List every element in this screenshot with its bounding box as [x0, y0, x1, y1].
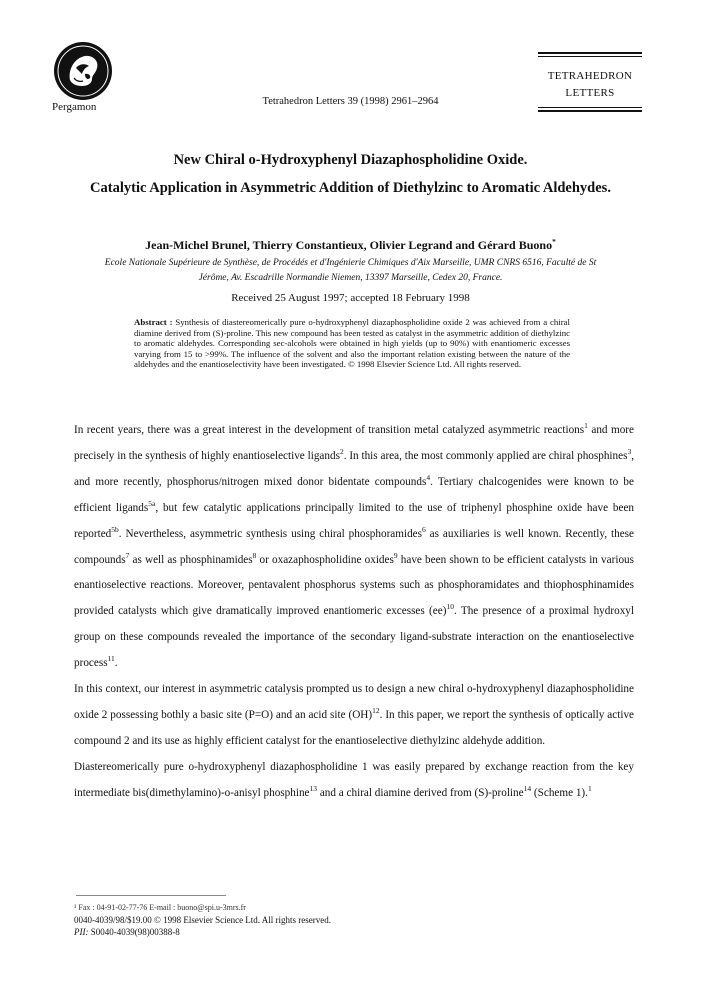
- footnote-pii: [74, 927, 634, 938]
- text-run: . In this area, the most commonly applied are chiral phosphines: [343, 449, 628, 462]
- pii-label: PII:: [74, 927, 89, 937]
- citation: 1: [587, 783, 592, 793]
- text-run: , and more recently, phosphorus/nitrogen mixed donor bidentate compounds: [74, 449, 634, 488]
- footnote-fax: [74, 902, 634, 913]
- citation: 2: [339, 446, 344, 456]
- citation: 1: [584, 421, 588, 430]
- text-run: have been shown to be efficient catalysts in various enantioselective reactions. Moreover, pentavalent phosphorus systems such as phosphoramidates and thiophosphinamides provided catalysts which give dramatically improved enantiomeric excesses (ee): [74, 553, 634, 618]
- journal-brand-block: [538, 52, 642, 112]
- abstract: [134, 317, 570, 370]
- paragraph-3: [74, 755, 634, 807]
- text-run: . Tertiary chalcogenides were known to be efficient ligands: [74, 475, 634, 514]
- citation: 10: [446, 602, 454, 612]
- citation: 5b: [111, 524, 119, 534]
- corresponding-author-mark: *: [552, 237, 556, 246]
- abstract-label: Abstract :: [134, 317, 173, 327]
- pii-value: S0040-4039(98)00388-8: [88, 927, 180, 937]
- affiliation-line-2: Jérôme, Av. Escadrille Normandie Niemen, 13397 Marseille, Cedex 20, France.: [198, 273, 503, 283]
- affiliation-line-1: Ecole Nationale Supérieure de Synthèse, de Procédés et d'Ingénierie Chimiques d'Aix Marseille, UMR CNRS 6516, Faculté de St: [104, 258, 597, 268]
- brand-line-2: LETTERS: [565, 87, 615, 99]
- citation: 13: [309, 783, 318, 793]
- paper-title-line-1: New Chiral o-Hydroxyphenyl Diazaphospholidine Oxide.: [173, 152, 528, 168]
- footnote-fax-text: ¹ Fax : 04-91-02-77-76 E-mail : buono@spi.u-3mrs.fr: [74, 903, 246, 912]
- journal-reference: Tetrahedron Letters 39 (1998) 2961–2964: [262, 96, 439, 107]
- citation: 8: [252, 550, 257, 560]
- text-run: , but few catalytic applications principally limited to the use of triphenyl phosphine oxide have been reported: [74, 501, 634, 540]
- text-run: and more precisely in the synthesis of highly enantioselective ligands: [74, 424, 634, 462]
- abstract-text: Synthesis of diastereomerically pure o-hydroxyphenyl diazaphospholidine oxide 2 was achieved from a chiral diamine derived from (S)-proline. This new compound has been tested as catalyst in the asymmetric addition of diethylzinc to aromatic aldehydes. Corresponding sec-alcohols were obtained in high yields (up to 90%) with enantiomeric excesses varying from 15 to >99%. The influence of the solvent and also the important relation existing between the nature of the aldehydes and the enantioselectivity have been investigated. © 1998 Elsevier Science Ltd. All rights reserved.: [134, 317, 570, 370]
- brand-line-1: TETRAHEDRON: [547, 70, 633, 82]
- paragraph-2: [74, 677, 634, 755]
- text-run: In recent years, there was a great interest in the development of transition metal catalyzed asymmetric reactions: [74, 424, 585, 436]
- paper-title-line-2: Catalytic Application in Asymmetric Addition of Diethylzinc to Aromatic Aldehydes.: [90, 180, 611, 196]
- text-run: .: [114, 657, 118, 670]
- text-run: as well as phosphinamides: [129, 553, 253, 566]
- text-run: (Scheme 1).: [531, 786, 588, 799]
- citation: 9: [393, 550, 398, 560]
- text-run: . In this paper, we report the synthesis of optically active compound 2 and its use as highly efficient catalyst for the enantioselective diethylzinc aldehyde addition.: [74, 708, 634, 747]
- author-names: Jean-Michel Brunel, Thierry Constantieux, Olivier Legrand and Gérard Buono: [145, 238, 553, 252]
- brand-rule-top: [538, 52, 642, 54]
- text-run: . Nevertheless, asymmetric synthesis using chiral phosphoramides: [118, 527, 422, 540]
- text-run: or oxazaphospholidine oxides: [256, 553, 394, 566]
- citation: 5a: [148, 498, 156, 508]
- received-dates: Received 25 August 1997; accepted 18 February 1998: [231, 292, 470, 304]
- citation: 7: [125, 550, 130, 560]
- publisher-name: Pergamon: [52, 101, 97, 113]
- text-run: as auxiliaries is well known. Recently, these compounds: [74, 527, 634, 566]
- citation: 12: [372, 705, 380, 715]
- brand-rule-bottom: [538, 110, 642, 112]
- footnote-divider: [76, 895, 226, 896]
- authors: [0, 238, 701, 253]
- citation: 11: [107, 654, 115, 664]
- citation: 6: [422, 524, 426, 534]
- text-run: Diastereomerically pure o-hydroxyphenyl diazaphospholidine 1 was easily prepared by exchange reaction from the key intermediate bis(dimethylamino)-o-anisyl phosphine: [74, 760, 634, 799]
- text-run: and a chiral diamine derived from (S)-proline: [317, 786, 524, 799]
- footnote-copyright: 0040-4039/98/$19.00 © 1998 Elsevier Science Ltd. All rights reserved.: [74, 915, 332, 925]
- citation: 3: [627, 446, 632, 456]
- paragraph-1: [74, 418, 634, 677]
- pergamon-logo-icon: [52, 40, 114, 102]
- affiliation: [30, 256, 671, 286]
- citation: 14: [523, 783, 532, 793]
- citation: 4: [426, 472, 431, 482]
- brand-rule-top-thin: [538, 56, 642, 57]
- brand-rule-bottom-thin: [538, 107, 642, 108]
- body-text: [74, 418, 634, 807]
- text-run: . The presence of a proximal hydroxyl group on these compounds revealed the importance of the secondary ligand-substrate interaction on the enantioselective process: [74, 605, 634, 670]
- publisher-logo: [52, 40, 114, 102]
- text-run: In this context, our interest in asymmetric catalysis prompted us to design a new chiral o-hydroxyphenyl diazaphospholidine oxide 2 possessing bothly a basic site (P=O) and an acid site (OH): [74, 683, 634, 721]
